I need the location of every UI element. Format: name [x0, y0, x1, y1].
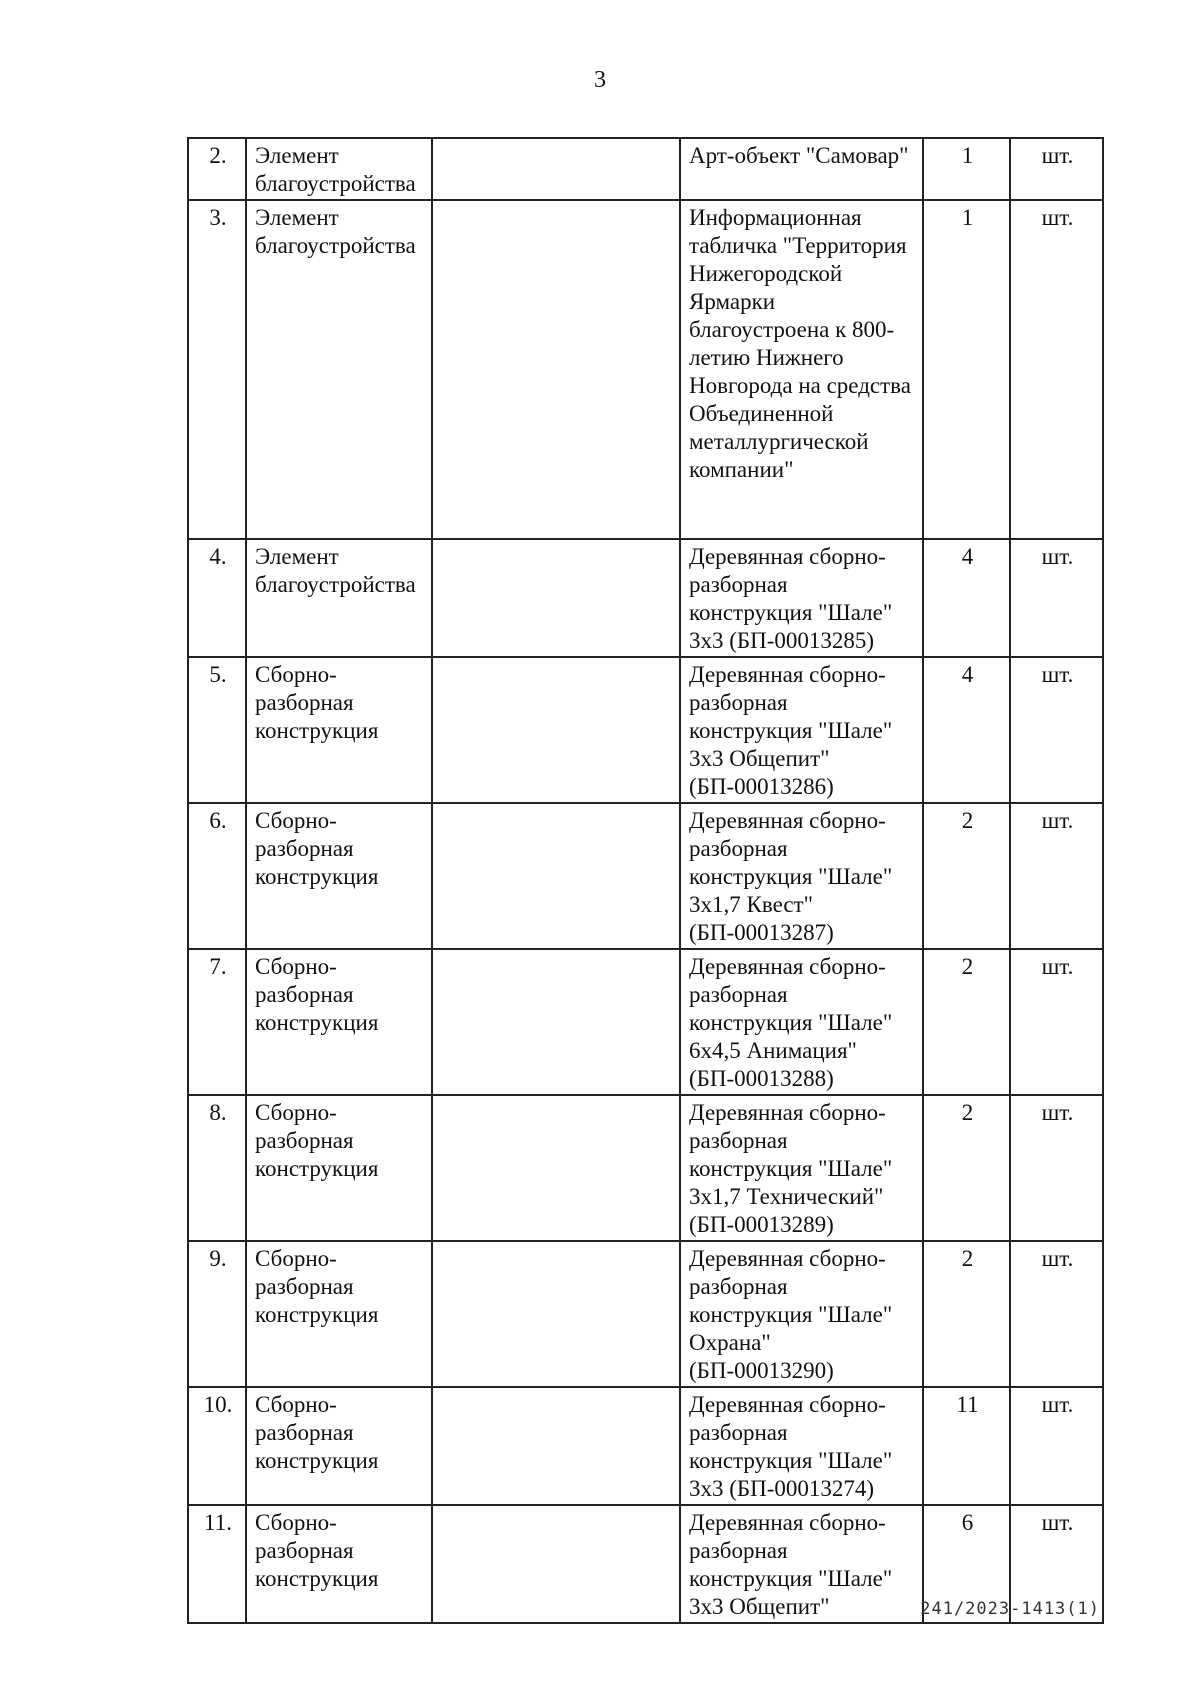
empty-cell: [432, 1241, 680, 1387]
table-row: [188, 657, 1103, 803]
unit: шт.: [1010, 1505, 1103, 1623]
unit: шт.: [1010, 138, 1103, 200]
empty-cell: [432, 1505, 680, 1623]
unit: шт.: [1010, 949, 1103, 1095]
object-type: Сборно-разборная конструкция: [246, 803, 432, 949]
quantity: 4: [923, 657, 1010, 803]
row-number: 11.: [188, 1505, 246, 1623]
object-type: Сборно-разборная конструкция: [246, 949, 432, 1095]
row-number: 2.: [188, 138, 246, 200]
object-type: Сборно-разборная конструкция: [246, 1095, 432, 1241]
object-type: Элемент благоустройства: [246, 138, 432, 200]
unit: шт.: [1010, 1387, 1103, 1505]
empty-cell: [432, 138, 680, 200]
quantity: 11: [923, 1387, 1010, 1505]
table-row: [188, 803, 1103, 949]
object-name: Деревянная сборно-разборная конструкция "Шале" Охрана" (БП-00013290): [680, 1241, 923, 1387]
table-row: [188, 1095, 1103, 1241]
object-type: Сборно-разборная конструкция: [246, 1505, 432, 1623]
quantity: 2: [923, 1095, 1010, 1241]
row-number: 7.: [188, 949, 246, 1095]
object-type: Элемент благоустройства: [246, 539, 432, 657]
table-row: [188, 949, 1103, 1095]
unit: шт.: [1010, 1095, 1103, 1241]
empty-cell: [432, 1387, 680, 1505]
row-number: 6.: [188, 803, 246, 949]
object-name: Деревянная сборно-разборная конструкция "Шале" 3х3 (БП-00013274): [680, 1387, 923, 1505]
unit: шт.: [1010, 803, 1103, 949]
object-name: Деревянная сборно-разборная конструкция "Шале" 6х4,5 Анимация" (БП-00013288): [680, 949, 923, 1095]
object-type: Сборно-разборная конструкция: [246, 1241, 432, 1387]
document-code: 241/2023-1413(1): [920, 1599, 1100, 1619]
empty-cell: [432, 539, 680, 657]
object-name: Информационная табличка "Территория Нижегородской Ярмарки благоустроена к 800-летию Нижнего Новгорода на средства Объединенной металлургической компании": [680, 200, 923, 539]
quantity: 1: [923, 138, 1010, 200]
object-name: Деревянная сборно-разборная конструкция "Шале" 3х3 (БП-00013285): [680, 539, 923, 657]
table-row: [188, 539, 1103, 657]
unit: шт.: [1010, 657, 1103, 803]
table-row: [188, 138, 1103, 200]
object-name: Деревянная сборно-разборная конструкция "Шале" 3х3 Общепит" (БП-00013286): [680, 657, 923, 803]
empty-cell: [432, 803, 680, 949]
object-name: Арт-объект "Самовар": [680, 138, 923, 200]
quantity: 2: [923, 803, 1010, 949]
empty-cell: [432, 949, 680, 1095]
table-row: [188, 1241, 1103, 1387]
object-type: Сборно-разборная конструкция: [246, 657, 432, 803]
object-name: Деревянная сборно-разборная конструкция "Шале" 3х1,7 Квест" (БП-00013287): [680, 803, 923, 949]
quantity: 2: [923, 1241, 1010, 1387]
items-table: [187, 137, 1104, 1624]
object-type: Элемент благоустройства: [246, 200, 432, 539]
quantity: 2: [923, 949, 1010, 1095]
object-name: Деревянная сборно-разборная конструкция "Шале" 3х3 Общепит": [680, 1505, 923, 1623]
object-type: Сборно-разборная конструкция: [246, 1387, 432, 1505]
unit: шт.: [1010, 200, 1103, 539]
empty-cell: [432, 657, 680, 803]
quantity: 1: [923, 200, 1010, 539]
row-number: 8.: [188, 1095, 246, 1241]
table-row: [188, 200, 1103, 539]
empty-cell: [432, 1095, 680, 1241]
table-row: [188, 1387, 1103, 1505]
empty-cell: [432, 200, 680, 539]
unit: шт.: [1010, 1241, 1103, 1387]
row-number: 3.: [188, 200, 246, 539]
row-number: 4.: [188, 539, 246, 657]
quantity: 6: [923, 1505, 1010, 1623]
row-number: 9.: [188, 1241, 246, 1387]
page-number: 3: [594, 67, 606, 93]
unit: шт.: [1010, 539, 1103, 657]
quantity: 4: [923, 539, 1010, 657]
row-number: 5.: [188, 657, 246, 803]
object-name: Деревянная сборно-разборная конструкция "Шале" 3х1,7 Технический" (БП-00013289): [680, 1095, 923, 1241]
row-number: 10.: [188, 1387, 246, 1505]
